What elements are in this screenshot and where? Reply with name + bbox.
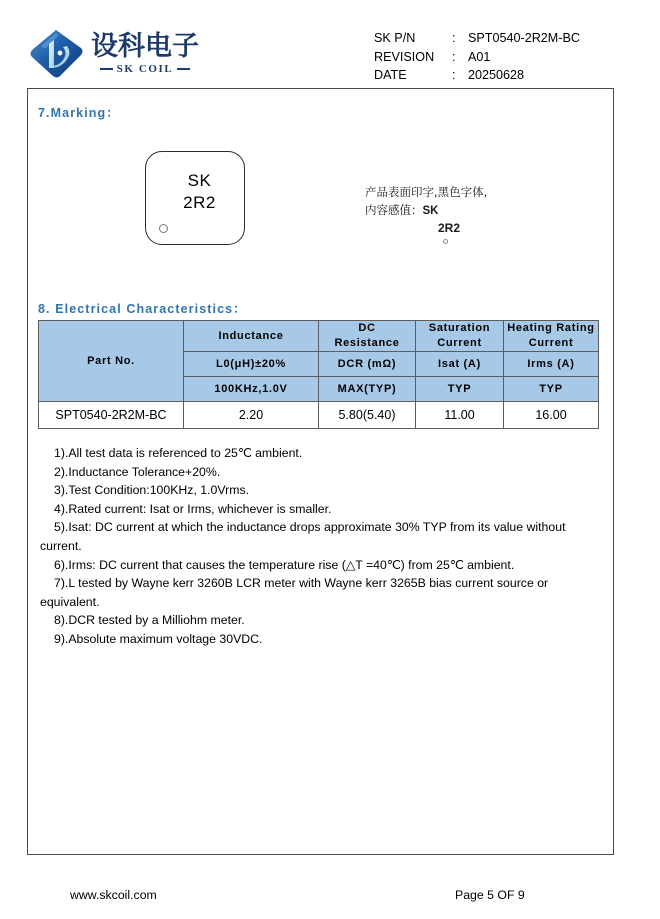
brand-name-cn: 设科电子 <box>91 31 199 63</box>
part-info-block <box>374 29 580 85</box>
header-dc-resistance <box>319 321 416 352</box>
note-item: 5).Isat: DC current at which the inductance drops approximate 30% TYP from its value without current. <box>40 520 566 553</box>
header-condition-inductance: 100KHz,1.0V <box>184 377 319 402</box>
notes-list <box>40 444 602 649</box>
part-number-colon: : <box>452 31 456 45</box>
section-title-marking: 7.Marking： <box>38 106 120 120</box>
header-condition-dcr: MAX(TYP) <box>319 377 416 402</box>
cell-irms: 16.00 <box>504 402 599 429</box>
page-footer <box>0 855 660 919</box>
company-logo <box>29 28 199 80</box>
polarity-dot <box>159 224 168 233</box>
header-inductance-l1: Inductance <box>218 329 284 342</box>
header-heating-rating-current-l1: Heating Rating <box>507 322 595 334</box>
header-saturation-current-l1: Saturation <box>428 322 491 334</box>
electrical-characteristics-table <box>38 320 599 429</box>
footer-page-number: Page 5 OF 9 <box>455 888 525 902</box>
header-dc-resistance-l1: DC <box>358 322 376 334</box>
header-part-no: Part No. <box>39 321 184 402</box>
cell-inductance: 2.20 <box>184 402 319 429</box>
header-heating-rating-current <box>504 321 599 352</box>
annotation-line-2-label: 内容感值： <box>365 202 423 217</box>
dash-left-decoration <box>100 68 113 70</box>
note-item: 9).Absolute maximum voltage 30VDC. <box>54 631 263 646</box>
marking-line-2: 2R2 <box>183 193 216 212</box>
revision-value: A01 <box>468 49 491 64</box>
brand-name-en: SK COIL <box>116 62 174 75</box>
header-condition-irms: TYP <box>504 377 599 402</box>
annotation-line-1: 产品表面印字,黑色字体, <box>365 185 488 199</box>
header-unit-isat: Isat (A) <box>416 352 504 377</box>
annotation-line-2-value: SK <box>422 204 439 217</box>
note-item: 3).Test Condition:100KHz, 1.0Vrms. <box>54 483 250 498</box>
revision-colon: : <box>452 49 456 64</box>
part-number-row <box>374 29 580 48</box>
date-value: 20250628 <box>468 68 525 82</box>
marking-line-1: SK <box>187 171 212 190</box>
header-saturation-current-l2: Current <box>437 337 482 349</box>
header-unit-inductance: L0(μH)±20% <box>184 352 319 377</box>
revision-row <box>374 48 580 67</box>
logo-wordmark <box>91 33 199 74</box>
table-row <box>39 402 599 429</box>
header-condition-isat: TYP <box>416 377 504 402</box>
annotation-line-2 <box>365 202 487 221</box>
header-dc-resistance-l2: Resistance <box>334 337 400 349</box>
part-number-label: SK P/N <box>374 31 416 45</box>
annotation-polarity-dot <box>443 239 448 244</box>
header-saturation-current <box>416 321 504 352</box>
date-label: DATE <box>374 68 407 82</box>
document-content-box <box>27 88 614 855</box>
brand-subtitle <box>100 64 191 75</box>
note-item: 7).L tested by Wayne kerr 3260B LCR meter with Wayne kerr 3265B bias current source or equivalent. <box>40 576 549 609</box>
note-item: 8).DCR tested by a Milliohm meter. <box>54 613 245 628</box>
section-title-electrical: 8. Electrical Characteristics： <box>38 302 247 316</box>
cell-part-no: SPT0540-2R2M-BC <box>39 402 184 429</box>
header-inductance <box>184 321 319 352</box>
header-heating-rating-current-l2: Current <box>528 337 574 349</box>
sk-coil-diamond-logo <box>29 28 85 80</box>
dash-right-decoration <box>177 68 190 70</box>
note-item: 2).Inductance Tolerance+20%. <box>54 464 221 479</box>
header-unit-irms: Irms (A) <box>504 352 599 377</box>
table-header-row-group <box>39 321 599 352</box>
footer-website-url[interactable]: www.skcoil.com <box>70 888 157 902</box>
marking-text <box>146 170 244 214</box>
note-item: 6).Irms: DC current that causes the temperature rise (△T =40℃) from 25℃ ambient. <box>54 557 515 572</box>
marking-annotation <box>365 184 487 244</box>
note-item: 4).Rated current: Isat or Irms, whichever is smaller. <box>54 501 332 516</box>
cell-dcr: 5.80(5.40) <box>319 402 416 429</box>
cell-isat: 11.00 <box>416 402 504 429</box>
component-marking-drawing <box>145 151 245 245</box>
header-unit-dcr: DCR (mΩ) <box>319 352 416 377</box>
date-row <box>374 66 580 85</box>
date-colon: : <box>452 68 456 82</box>
page-header <box>0 0 660 88</box>
note-item: 1).All test data is referenced to 25℃ ambient. <box>54 446 303 460</box>
annotation-line-3: 2R2 <box>438 221 461 235</box>
part-number-value: SPT0540-2R2M-BC <box>468 31 580 45</box>
revision-label: REVISION <box>374 49 435 64</box>
